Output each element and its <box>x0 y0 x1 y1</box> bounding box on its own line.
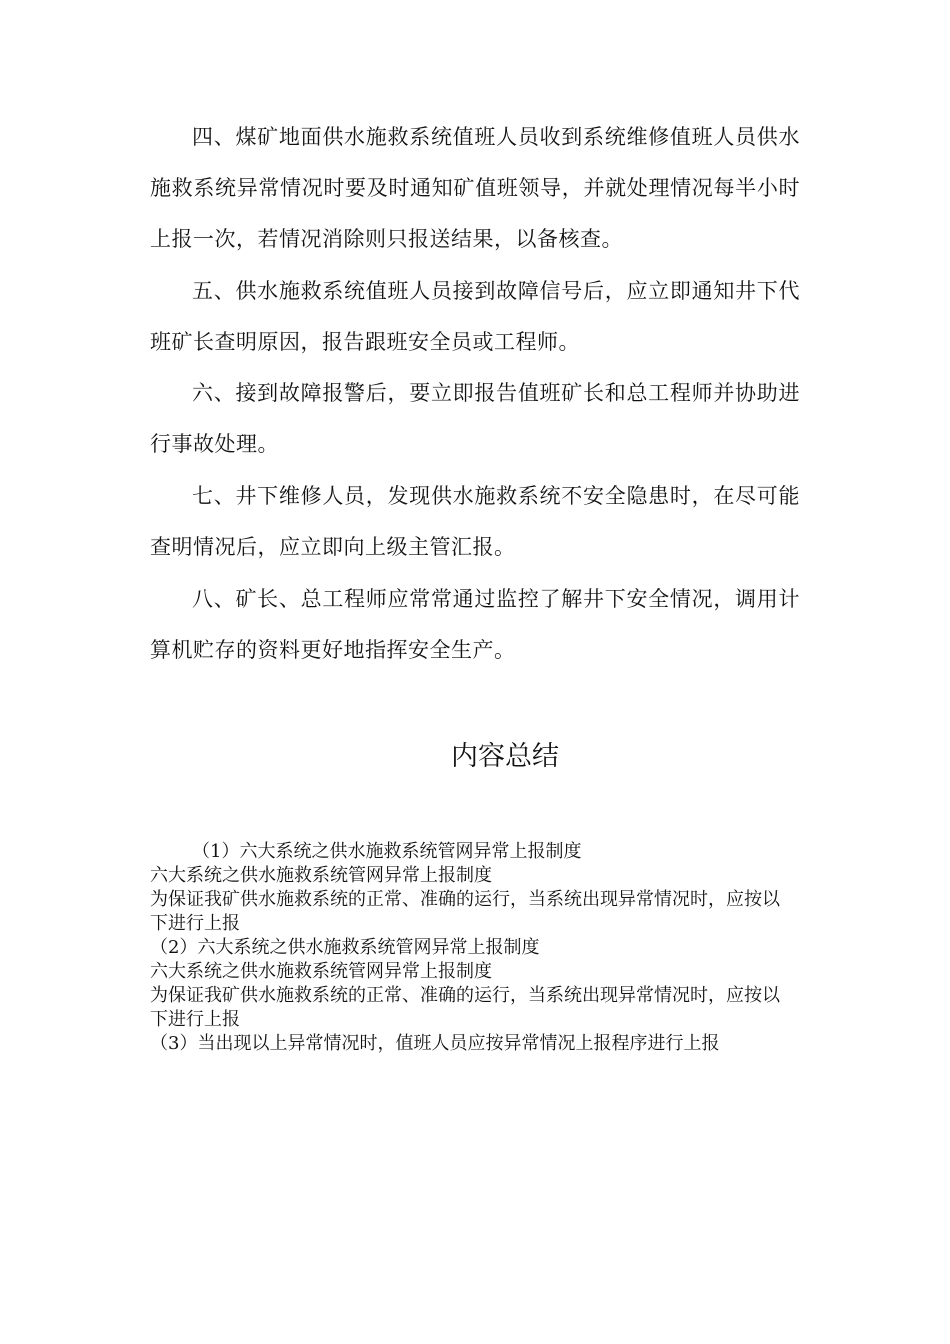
summary-line: 为保证我矿供水施救系统的正常、准确的运行，当系统出现异常情况时，应按以下进行上报 <box>150 985 780 1030</box>
body-paragraph-eight <box>150 574 800 676</box>
body-paragraph-six <box>150 368 800 470</box>
summary-line: 六大系统之供水施救系统管网异常上报制度 <box>150 865 492 886</box>
summary-line: 六大系统之供水施救系统管网异常上报制度 <box>150 961 492 982</box>
paragraph-text: 六、接到故障报警后，要立即报告值班矿长和总工程师并协助进行事故处理。 <box>150 381 800 456</box>
summary-title: 内容总结 <box>451 741 559 772</box>
summary-line: （3）当出现以上异常情况时，值班人员应按异常情况上报程序进行上报 <box>150 1033 720 1054</box>
paragraph-text: 四、煤矿地面供水施救系统值班人员收到系统维修值班人员供水施救系统异常情况时要及时通知矿值班领导，并就处理情况每半小时上报一次，若情况消除则只报送结果，以备核查。 <box>150 125 800 251</box>
body-paragraph-four <box>150 112 800 265</box>
summary-line: 为保证我矿供水施救系统的正常、准确的运行，当系统出现异常情况时，应按以下进行上报 <box>150 889 780 934</box>
paragraph-text: 七、井下维修人员，发现供水施救系统不安全隐患时，在尽可能查明情况后，应立即向上级主管汇报。 <box>150 484 800 559</box>
summary-line: （2）六大系统之供水施救系统管网异常上报制度 <box>150 937 540 958</box>
paragraph-text: 五、供水施救系统值班人员接到故障信号后，应立即通知井下代班矿长查明原因，报告跟班安全员或工程师。 <box>150 279 800 354</box>
paragraph-text: 八、矿长、总工程师应常常通过监控了解井下安全情况，调用计算机贮存的资料更好地指挥安全生产。 <box>150 587 800 662</box>
body-paragraph-seven <box>150 471 800 573</box>
body-paragraph-five <box>150 266 800 368</box>
summary-line: （1）六大系统之供水施救系统管网异常上报制度 <box>192 841 582 862</box>
summary-block <box>150 840 790 1056</box>
